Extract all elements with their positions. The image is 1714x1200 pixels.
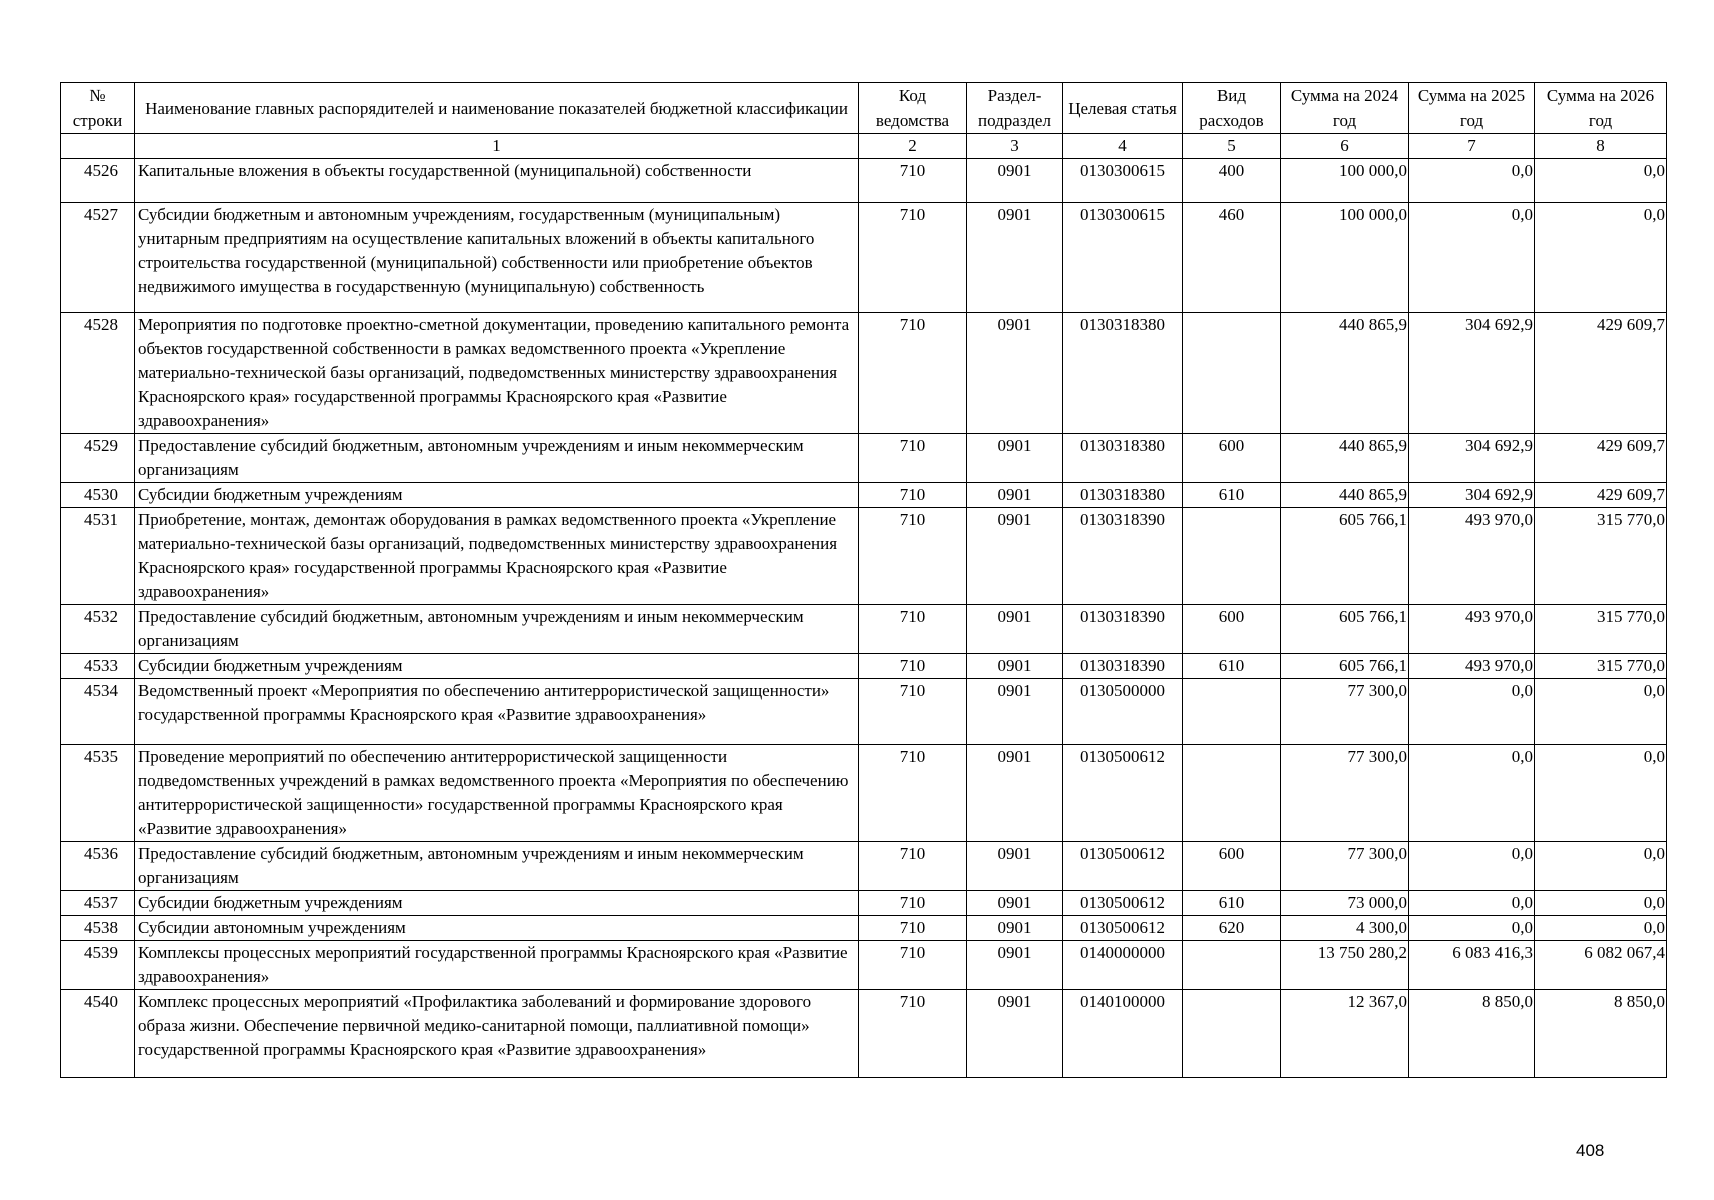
cell-expense-type bbox=[1183, 745, 1281, 842]
cell-section: 0901 bbox=[967, 916, 1063, 941]
table-row bbox=[61, 990, 1667, 1078]
cell-section: 0901 bbox=[967, 313, 1063, 434]
cell-dept-code: 710 bbox=[859, 508, 967, 605]
cell-sum-2026: 0,0 bbox=[1535, 916, 1667, 941]
cell-name: Субсидии бюджетным учреждениям bbox=[135, 483, 859, 508]
table-row bbox=[61, 842, 1667, 891]
table-row bbox=[61, 745, 1667, 842]
cell-target: 0130318380 bbox=[1063, 313, 1183, 434]
cell-name: Капитальные вложения в объекты государственной (муниципальной) собственности bbox=[135, 159, 859, 203]
cell-dept-code: 710 bbox=[859, 990, 967, 1078]
cell-row-number: 4540 bbox=[61, 990, 135, 1078]
header-name: Наименование главных распорядителей и наименование показателей бюджетной классификации bbox=[135, 83, 859, 134]
cell-target: 0130500612 bbox=[1063, 916, 1183, 941]
column-number: 3 bbox=[967, 134, 1063, 159]
cell-name: Ведомственный проект «Мероприятия по обеспечению антитеррористической защищенности» государственной программы Красноярского края «Развитие здравоохранения» bbox=[135, 679, 859, 745]
cell-row-number: 4532 bbox=[61, 605, 135, 654]
header-target: Целевая статья bbox=[1063, 83, 1183, 134]
cell-dept-code: 710 bbox=[859, 745, 967, 842]
header-sum-2026: Сумма на 2026 год bbox=[1535, 83, 1667, 134]
table-row bbox=[61, 891, 1667, 916]
cell-dept-code: 710 bbox=[859, 159, 967, 203]
header-section: Раздел-подраздел bbox=[967, 83, 1063, 134]
cell-sum-2026: 429 609,7 bbox=[1535, 313, 1667, 434]
column-number: 8 bbox=[1535, 134, 1667, 159]
cell-name: Субсидии бюджетным учреждениям bbox=[135, 891, 859, 916]
header-dept-code: Код ведомства bbox=[859, 83, 967, 134]
cell-row-number: 4538 bbox=[61, 916, 135, 941]
cell-section: 0901 bbox=[967, 941, 1063, 990]
cell-section: 0901 bbox=[967, 434, 1063, 483]
cell-target: 0130500612 bbox=[1063, 745, 1183, 842]
cell-expense-type: 610 bbox=[1183, 654, 1281, 679]
cell-name: Предоставление субсидий бюджетным, автономным учреждениям и иным некоммерческим организациям bbox=[135, 842, 859, 891]
cell-sum-2025: 8 850,0 bbox=[1409, 990, 1535, 1078]
cell-expense-type: 600 bbox=[1183, 605, 1281, 654]
cell-target: 0130318390 bbox=[1063, 654, 1183, 679]
cell-sum-2026: 0,0 bbox=[1535, 842, 1667, 891]
column-number: 4 bbox=[1063, 134, 1183, 159]
cell-expense-type: 620 bbox=[1183, 916, 1281, 941]
cell-sum-2024: 4 300,0 bbox=[1281, 916, 1409, 941]
cell-name: Комплекс процессных мероприятий «Профилактика заболеваний и формирование здорового образа жизни. Обеспечение первичной медико-санитарной помощи, паллиативной помощи» государственной программы Красноярского края «Развитие здравоохранения» bbox=[135, 990, 859, 1078]
cell-sum-2025: 0,0 bbox=[1409, 159, 1535, 203]
cell-dept-code: 710 bbox=[859, 483, 967, 508]
cell-section: 0901 bbox=[967, 891, 1063, 916]
cell-row-number: 4531 bbox=[61, 508, 135, 605]
budget-table bbox=[60, 82, 1667, 1078]
table-row bbox=[61, 605, 1667, 654]
cell-sum-2025: 304 692,9 bbox=[1409, 483, 1535, 508]
cell-target: 0130500612 bbox=[1063, 891, 1183, 916]
table-row bbox=[61, 203, 1667, 313]
cell-sum-2024: 440 865,9 bbox=[1281, 313, 1409, 434]
cell-row-number: 4535 bbox=[61, 745, 135, 842]
cell-row-number: 4530 bbox=[61, 483, 135, 508]
cell-target: 0130300615 bbox=[1063, 159, 1183, 203]
table-row bbox=[61, 654, 1667, 679]
cell-sum-2024: 77 300,0 bbox=[1281, 745, 1409, 842]
cell-name: Мероприятия по подготовке проектно-сметной документации, проведению капитального ремонта объектов государственной собственности в рамках ведомственного проекта «Укрепление материально-технической базы организаций, подведомственных министерству здравоохранения Красноярского края» государственной программы Красноярского края «Развитие здравоохранения» bbox=[135, 313, 859, 434]
cell-sum-2026: 0,0 bbox=[1535, 159, 1667, 203]
table-row bbox=[61, 313, 1667, 434]
cell-expense-type bbox=[1183, 679, 1281, 745]
page-number: 408 bbox=[1576, 1141, 1605, 1160]
cell-section: 0901 bbox=[967, 842, 1063, 891]
cell-name: Проведение мероприятий по обеспечению антитеррористической защищенности подведомственных учреждений в рамках ведомственного проекта «Мероприятия по обеспечению антитеррористической защищенности» государственной программы Красноярского края «Развитие здравоохранения» bbox=[135, 745, 859, 842]
cell-row-number: 4533 bbox=[61, 654, 135, 679]
cell-sum-2025: 6 083 416,3 bbox=[1409, 941, 1535, 990]
cell-sum-2024: 77 300,0 bbox=[1281, 679, 1409, 745]
cell-sum-2026: 6 082 067,4 bbox=[1535, 941, 1667, 990]
header-row-no: № строки bbox=[61, 83, 135, 134]
cell-dept-code: 710 bbox=[859, 654, 967, 679]
cell-row-number: 4536 bbox=[61, 842, 135, 891]
cell-expense-type: 600 bbox=[1183, 434, 1281, 483]
cell-sum-2026: 315 770,0 bbox=[1535, 605, 1667, 654]
cell-section: 0901 bbox=[967, 990, 1063, 1078]
cell-sum-2024: 605 766,1 bbox=[1281, 654, 1409, 679]
cell-sum-2025: 493 970,0 bbox=[1409, 508, 1535, 605]
cell-name: Предоставление субсидий бюджетным, автономным учреждениям и иным некоммерческим организациям bbox=[135, 605, 859, 654]
cell-sum-2026: 8 850,0 bbox=[1535, 990, 1667, 1078]
cell-row-number: 4528 bbox=[61, 313, 135, 434]
cell-section: 0901 bbox=[967, 203, 1063, 313]
table-row bbox=[61, 508, 1667, 605]
cell-section: 0901 bbox=[967, 679, 1063, 745]
cell-section: 0901 bbox=[967, 159, 1063, 203]
cell-target: 0130318380 bbox=[1063, 434, 1183, 483]
cell-sum-2025: 0,0 bbox=[1409, 745, 1535, 842]
cell-sum-2026: 0,0 bbox=[1535, 745, 1667, 842]
cell-dept-code: 710 bbox=[859, 203, 967, 313]
header-sum-2025: Сумма на 2025 год bbox=[1409, 83, 1535, 134]
cell-expense-type bbox=[1183, 990, 1281, 1078]
column-number: 2 bbox=[859, 134, 967, 159]
cell-sum-2026: 0,0 bbox=[1535, 891, 1667, 916]
cell-expense-type bbox=[1183, 941, 1281, 990]
header-expense-type: Вид расходов bbox=[1183, 83, 1281, 134]
cell-target: 0130318390 bbox=[1063, 605, 1183, 654]
cell-target: 0130500000 bbox=[1063, 679, 1183, 745]
table-row bbox=[61, 916, 1667, 941]
cell-target: 0140000000 bbox=[1063, 941, 1183, 990]
cell-expense-type: 600 bbox=[1183, 842, 1281, 891]
cell-target: 0130300615 bbox=[1063, 203, 1183, 313]
column-number: 1 bbox=[135, 134, 859, 159]
cell-sum-2024: 100 000,0 bbox=[1281, 159, 1409, 203]
table-body bbox=[61, 159, 1667, 1078]
column-number: 6 bbox=[1281, 134, 1409, 159]
cell-row-number: 4534 bbox=[61, 679, 135, 745]
table-header-row bbox=[61, 83, 1667, 134]
cell-sum-2024: 605 766,1 bbox=[1281, 508, 1409, 605]
cell-dept-code: 710 bbox=[859, 916, 967, 941]
cell-target: 0140100000 bbox=[1063, 990, 1183, 1078]
cell-name: Приобретение, монтаж, демонтаж оборудования в рамках ведомственного проекта «Укрепление материально-технической базы организаций, подведомственных министерству здравоохранения Красноярского края» государственной программы Красноярского края «Развитие здравоохранения» bbox=[135, 508, 859, 605]
cell-sum-2025: 304 692,9 bbox=[1409, 313, 1535, 434]
cell-section: 0901 bbox=[967, 483, 1063, 508]
budget-document bbox=[60, 82, 1666, 1078]
table-row bbox=[61, 941, 1667, 990]
cell-sum-2024: 605 766,1 bbox=[1281, 605, 1409, 654]
cell-dept-code: 710 bbox=[859, 891, 967, 916]
cell-sum-2026: 315 770,0 bbox=[1535, 508, 1667, 605]
table-row bbox=[61, 159, 1667, 203]
cell-sum-2025: 493 970,0 bbox=[1409, 605, 1535, 654]
table-row bbox=[61, 434, 1667, 483]
cell-sum-2025: 304 692,9 bbox=[1409, 434, 1535, 483]
column-number: 7 bbox=[1409, 134, 1535, 159]
cell-name: Комплексы процессных мероприятий государственной программы Красноярского края «Развитие здравоохранения» bbox=[135, 941, 859, 990]
cell-sum-2024: 73 000,0 bbox=[1281, 891, 1409, 916]
cell-sum-2024: 440 865,9 bbox=[1281, 434, 1409, 483]
column-number-row bbox=[61, 134, 1667, 159]
cell-name: Субсидии бюджетным и автономным учреждениям, государственным (муниципальным) унитарным предприятиям на осуществление капитальных вложений в объекты капитального строительства государственной (муниципальной) собственности или приобретение объектов недвижимого имущества в государственную (муниципальную) собственность bbox=[135, 203, 859, 313]
cell-name: Субсидии автономным учреждениям bbox=[135, 916, 859, 941]
cell-sum-2026: 0,0 bbox=[1535, 679, 1667, 745]
column-number: 5 bbox=[1183, 134, 1281, 159]
cell-sum-2024: 100 000,0 bbox=[1281, 203, 1409, 313]
cell-expense-type bbox=[1183, 313, 1281, 434]
cell-target: 0130318390 bbox=[1063, 508, 1183, 605]
cell-sum-2025: 0,0 bbox=[1409, 842, 1535, 891]
cell-sum-2025: 0,0 bbox=[1409, 203, 1535, 313]
cell-sum-2026: 0,0 bbox=[1535, 203, 1667, 313]
cell-expense-type: 610 bbox=[1183, 891, 1281, 916]
cell-sum-2026: 429 609,7 bbox=[1535, 434, 1667, 483]
cell-sum-2024: 13 750 280,2 bbox=[1281, 941, 1409, 990]
cell-sum-2024: 440 865,9 bbox=[1281, 483, 1409, 508]
cell-section: 0901 bbox=[967, 508, 1063, 605]
cell-row-number: 4526 bbox=[61, 159, 135, 203]
header-sum-2024: Сумма на 2024 год bbox=[1281, 83, 1409, 134]
cell-row-number: 4529 bbox=[61, 434, 135, 483]
cell-sum-2025: 0,0 bbox=[1409, 916, 1535, 941]
cell-row-number: 4527 bbox=[61, 203, 135, 313]
cell-expense-type: 400 bbox=[1183, 159, 1281, 203]
cell-sum-2026: 315 770,0 bbox=[1535, 654, 1667, 679]
cell-name: Предоставление субсидий бюджетным, автономным учреждениям и иным некоммерческим организациям bbox=[135, 434, 859, 483]
cell-sum-2025: 0,0 bbox=[1409, 891, 1535, 916]
table-row bbox=[61, 679, 1667, 745]
cell-section: 0901 bbox=[967, 654, 1063, 679]
cell-row-number: 4539 bbox=[61, 941, 135, 990]
cell-row-number: 4537 bbox=[61, 891, 135, 916]
cell-dept-code: 710 bbox=[859, 842, 967, 891]
cell-dept-code: 710 bbox=[859, 941, 967, 990]
cell-sum-2024: 12 367,0 bbox=[1281, 990, 1409, 1078]
cell-dept-code: 710 bbox=[859, 605, 967, 654]
cell-sum-2024: 77 300,0 bbox=[1281, 842, 1409, 891]
cell-sum-2025: 0,0 bbox=[1409, 679, 1535, 745]
cell-expense-type: 610 bbox=[1183, 483, 1281, 508]
cell-dept-code: 710 bbox=[859, 313, 967, 434]
table-row bbox=[61, 483, 1667, 508]
cell-target: 0130318380 bbox=[1063, 483, 1183, 508]
cell-sum-2025: 493 970,0 bbox=[1409, 654, 1535, 679]
column-number bbox=[61, 134, 135, 159]
cell-target: 0130500612 bbox=[1063, 842, 1183, 891]
cell-dept-code: 710 bbox=[859, 679, 967, 745]
cell-name: Субсидии бюджетным учреждениям bbox=[135, 654, 859, 679]
cell-sum-2026: 429 609,7 bbox=[1535, 483, 1667, 508]
cell-section: 0901 bbox=[967, 745, 1063, 842]
cell-dept-code: 710 bbox=[859, 434, 967, 483]
cell-expense-type: 460 bbox=[1183, 203, 1281, 313]
cell-section: 0901 bbox=[967, 605, 1063, 654]
cell-expense-type bbox=[1183, 508, 1281, 605]
